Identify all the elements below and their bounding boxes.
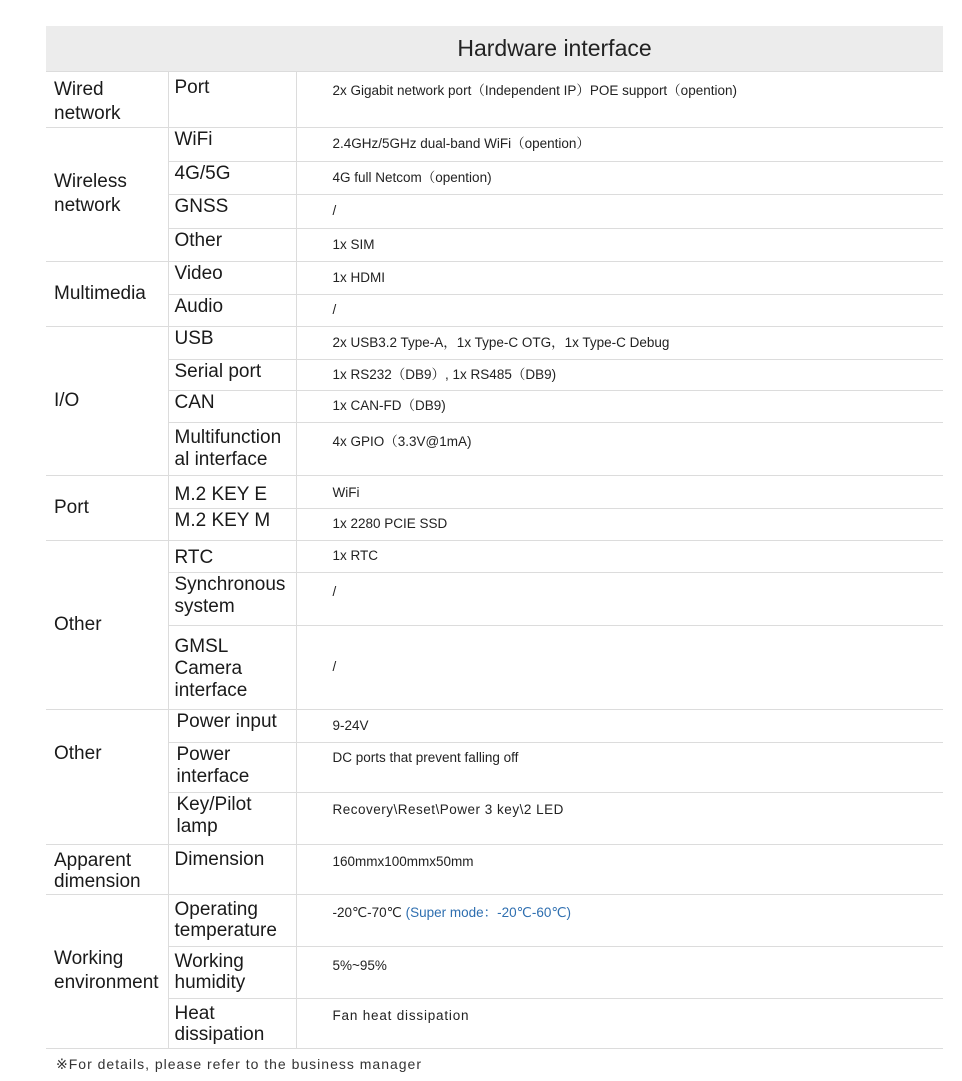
category-apparent-dimension: Apparent dimension <box>46 844 168 894</box>
spec-value-gmsl-camera: / <box>296 625 943 709</box>
spec-value-m2-key-m: 1x 2280 PCIE SSD <box>296 508 943 540</box>
table-title: Hardware interface <box>46 26 943 71</box>
spec-name-serial-port: Serial port <box>168 359 296 390</box>
spec-name-other-sim: Other <box>168 228 296 261</box>
spec-name-rtc: RTC <box>168 540 296 572</box>
spec-value-synchronous-system: / <box>296 572 943 625</box>
spec-name-4g5g: 4G/5G <box>168 161 296 194</box>
spec-name-gnss: GNSS <box>168 194 296 228</box>
spec-value-port: 2x Gigabit network port（Independent IP）POE support（opention) <box>296 71 943 127</box>
spec-value-wifi: 2.4GHz/5GHz dual-band WiFi（opention） <box>296 127 943 161</box>
spec-name-power-interface: Power interface <box>168 742 296 792</box>
spec-value-gnss: / <box>296 194 943 228</box>
spec-name-working-humidity: Working humidity <box>168 946 296 998</box>
spec-name-audio: Audio <box>168 294 296 326</box>
category-other-1: Other <box>46 540 168 709</box>
spec-name-operating-temperature: Operating temperature <box>168 894 296 946</box>
spec-value-heat-dissipation: Fan heat dissipation <box>296 998 943 1048</box>
spec-value-4g5g: 4G full Netcom（opention) <box>296 161 943 194</box>
spec-value-rtc: 1x RTC <box>296 540 943 572</box>
category-wireless-network: Wireless network <box>46 127 168 261</box>
hardware-interface-table <box>46 26 943 1049</box>
category-multimedia: Multimedia <box>46 261 168 326</box>
category-working-environment: Working environment <box>46 894 168 1048</box>
spec-value-can: 1x CAN-FD（DB9) <box>296 390 943 422</box>
spec-value-audio: / <box>296 294 943 326</box>
category-wired-network: Wired network <box>46 71 168 127</box>
spec-value-dimension: 160mmx100mmx50mm <box>296 844 943 894</box>
spec-name-video: Video <box>168 261 296 294</box>
spec-value-power-input: 9-24V <box>296 709 943 742</box>
spec-value-multifunctional: 4x GPIO（3.3V@1mA) <box>296 422 943 475</box>
spec-name-wifi: WiFi <box>168 127 296 161</box>
spec-name-power-input: Power input <box>168 709 296 742</box>
temperature-range: -20℃-70℃ <box>332 904 402 920</box>
spec-name-dimension: Dimension <box>168 844 296 894</box>
spec-value-key-pilot-lamp: Recovery\Reset\Power 3 key\2 LED <box>296 792 943 844</box>
spec-name-can: CAN <box>168 390 296 422</box>
spec-value-m2-key-e: WiFi <box>296 475 943 508</box>
spec-name-heat-dissipation: Heat dissipation <box>168 998 296 1048</box>
spec-value-video: 1x HDMI <box>296 261 943 294</box>
category-port: Port <box>46 475 168 540</box>
spec-value-other-sim: 1x SIM <box>296 228 943 261</box>
spec-value-operating-temperature <box>296 894 943 946</box>
spec-name-multifunctional: Multifunctional interface <box>168 422 296 475</box>
super-mode-note: (Super mode：-20℃-60℃) <box>405 904 572 920</box>
spec-name-usb: USB <box>168 326 296 359</box>
category-other-2: Other <box>46 709 168 844</box>
spec-name-m2-key-m: M.2 KEY M <box>168 508 296 540</box>
spec-name-gmsl-camera: GMSL Camera interface <box>168 625 296 709</box>
spec-name-port: Port <box>168 71 296 127</box>
spec-name-key-pilot-lamp: Key/Pilot lamp <box>168 792 296 844</box>
spec-value-serial-port: 1x RS232（DB9）, 1x RS485（DB9) <box>296 359 943 390</box>
spec-value-power-interface: DC ports that prevent falling off <box>296 742 943 792</box>
spec-value-usb: 2x USB3.2 Type-A，1x Type-C OTG，1x Type-C Debug <box>296 326 943 359</box>
category-io: I/O <box>46 326 168 475</box>
spec-name-synchronous-system: Synchronous system <box>168 572 296 625</box>
spec-value-working-humidity: 5%~95% <box>296 946 943 998</box>
footnote: ※For details, please refer to the business manager <box>56 1056 423 1072</box>
spec-name-m2-key-e: M.2 KEY E <box>168 475 296 508</box>
